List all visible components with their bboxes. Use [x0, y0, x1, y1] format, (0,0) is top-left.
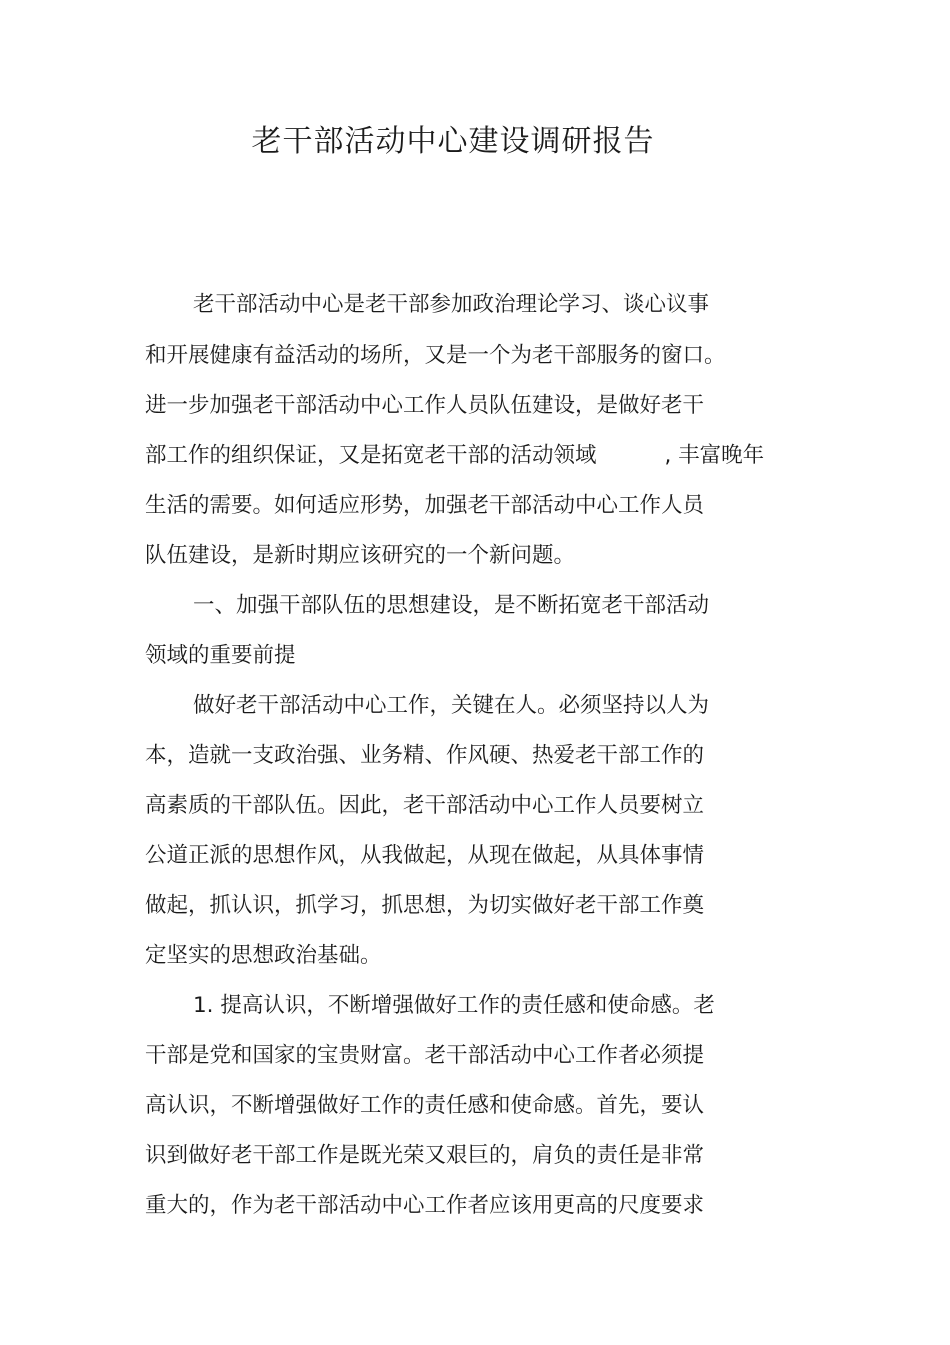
paragraph-line: 队伍建设，是新时期应该研究的一个新问题。	[145, 543, 576, 568]
paragraph-line: 本，造就一支政治强、业务精、作风硬、热爱老干部工作的	[145, 743, 705, 768]
paragraph-line: 高素质的干部队伍。因此，老干部活动中心工作人员要树立	[145, 793, 705, 818]
paragraph-line: 做好老干部活动中心工作，关键在人。必须坚持以人为	[193, 693, 710, 718]
paragraph-line: 生活的需要。如何适应形势，加强老干部活动中心工作人员	[145, 493, 705, 518]
paragraph-line: 识到做好老干部工作是既光荣又艰巨的，肩负的责任是非常	[145, 1143, 705, 1168]
paragraph-line: 1. 提高认识，不断增强做好工作的责任感和使命感。老	[193, 993, 715, 1018]
paragraph-line: 高认识，不断增强做好工作的责任感和使命感。首先，要认	[145, 1093, 705, 1118]
paragraph-line-part: , 丰富晚年	[664, 443, 765, 468]
section-heading-line: 领域的重要前提	[145, 643, 296, 668]
paragraph-line	[145, 440, 764, 472]
paragraph-line: 干部是党和国家的宝贵财富。老干部活动中心工作者必须提	[145, 1043, 705, 1068]
paragraph-line: 做起，抓认识，抓学习，抓思想，为切实做好老干部工作奠	[145, 893, 705, 918]
paragraph-line: 进一步加强老干部活动中心工作人员队伍建设，是做好老干	[145, 393, 705, 418]
paragraph-line: 老干部活动中心是老干部参加政治理论学习、谈心议事	[193, 292, 710, 317]
paragraph-line: 重大的，作为老干部活动中心工作者应该用更高的尺度要求	[145, 1193, 705, 1218]
paragraph-line: 和开展健康有益活动的场所，又是一个为老干部服务的窗口。	[145, 343, 726, 368]
document-title: 老干部活动中心建设调研报告	[251, 124, 655, 159]
paragraph-line: 公道正派的思想作风，从我做起，从现在做起，从具体事情	[145, 843, 705, 868]
paragraph-line-part: 部工作的组织保证，又是拓宽老干部的活动领域	[145, 443, 597, 468]
paragraph-line: 定坚实的思想政治基础。	[145, 943, 382, 968]
section-heading-line: 一、加强干部队伍的思想建设，是不断拓宽老干部活动	[193, 593, 710, 618]
